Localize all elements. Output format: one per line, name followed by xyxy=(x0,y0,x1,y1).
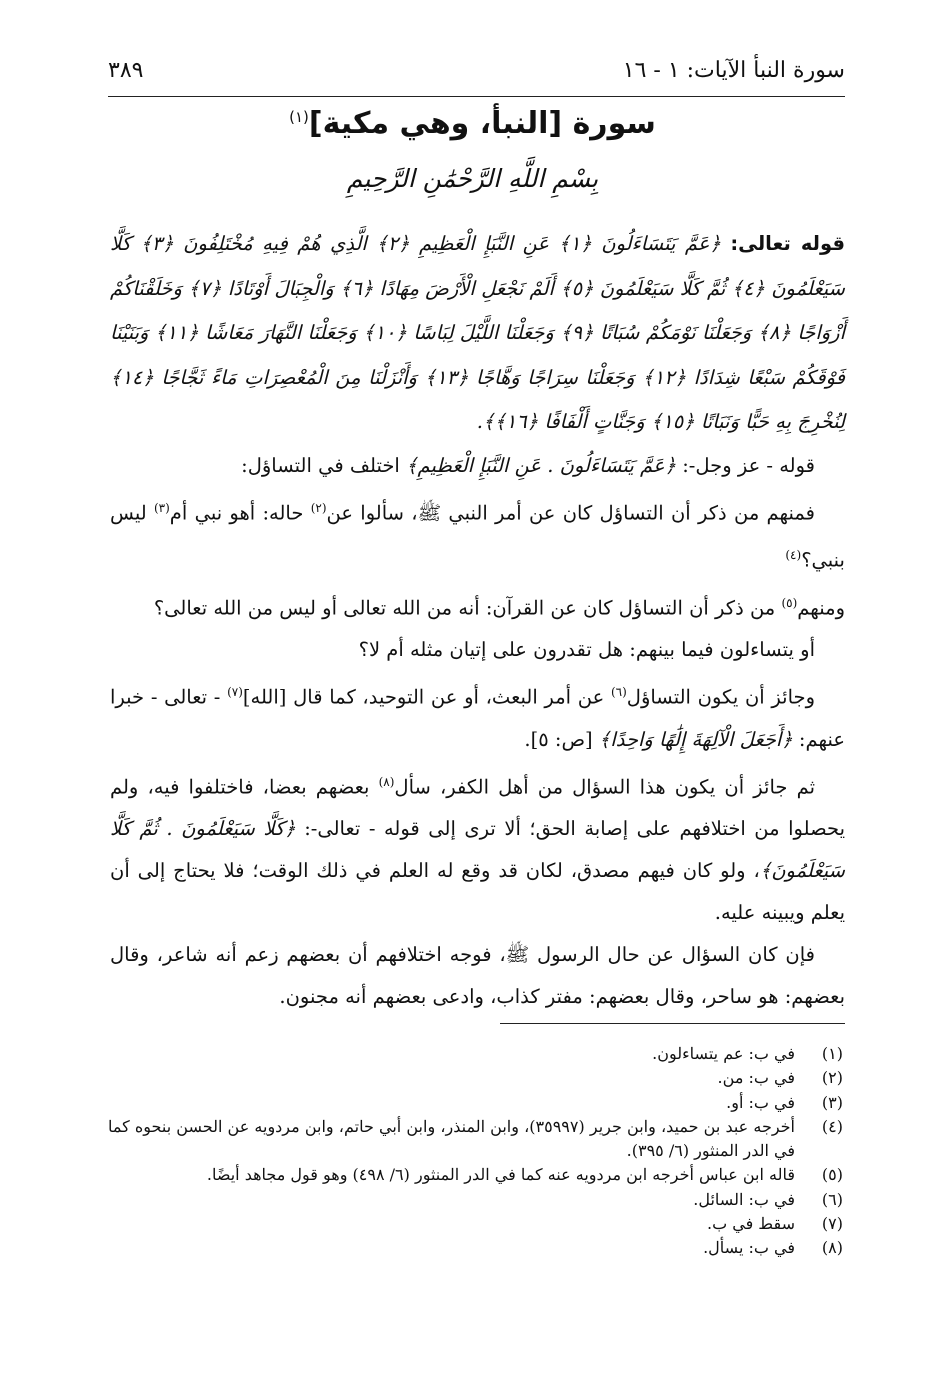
paragraph-1 xyxy=(110,445,845,487)
paragraph-text: ثم جائز أن يكون هذا السؤال من أهل الكفر، سأل xyxy=(394,775,815,798)
footnote-ref: (٣) xyxy=(153,500,170,515)
footnote-item xyxy=(108,1066,843,1090)
footnote-number: (٥) xyxy=(821,1165,843,1185)
paragraph-text: أو يتساءلون فيما بينهم: هل تقدرون على إتيان مثله أم لا؟ xyxy=(358,638,815,661)
basmala: بِسْمِ اللَّهِ الرَّحْمَٰنِ الرَّحِيمِ xyxy=(346,164,599,193)
paragraph-7 xyxy=(110,934,845,1018)
footnote-ref: (٦) xyxy=(610,685,627,699)
footnote-text: قاله ابن عباس أخرجه ابن مردويه عنه كما في الدر المنثور (٦/ ٤٩٨) وهو قول مجاهد أيضًا. xyxy=(206,1165,795,1185)
running-title: سورة النبأ الآيات: ١ - ١٦ xyxy=(622,58,845,83)
paragraph-text: بعضهم بعضا، فاختلفوا فيه، ولم يحصلوا من اختلافهم على إصابة الحق؛ ألا ترى إلى قوله - تعالى-: xyxy=(110,775,845,840)
footnote-text: في ب: السائل. xyxy=(693,1189,795,1209)
footnote-number: (٦) xyxy=(821,1189,843,1209)
footnote-number: (٢) xyxy=(821,1068,843,1088)
footnote-number: (٨) xyxy=(821,1238,843,1258)
verse-block-text: ﴿عَمَّ يَتَسَاءَلُونَ ﴿١﴾ عَنِ النَّبَإِ الْعَظِيمِ ﴿٢﴾ الَّذِي هُمْ فِيهِ مُخْتَلِفُونَ ﴿٣﴾ كَلَّا سَيَعْلَمُونَ ﴿٤﴾ ثُمَّ كَلَّا سَيَعْلَمُونَ ﴿٥﴾ أَلَمْ نَجْعَلِ الْأَرْضَ مِهَادًا ﴿٦﴾ وَالْجِبَالَ أَوْتَادًا ﴿٧﴾ وَخَلَقْنَاكُمْ أَزْوَاجًا ﴿٨﴾ وَجَعَلْنَا نَوْمَكُمْ سُبَاتًا ﴿٩﴾ وَجَعَلْنَا اللَّيْلَ لِبَاسًا ﴿١٠﴾ وَجَعَلْنَا النَّهَارَ مَعَاشًا ﴿١١﴾ وَبَنَيْنَا فَوْقَكُمْ سَبْعًا شِدَادًا ﴿١٢﴾ وَجَعَلْنَا سِرَاجًا وَهَّاجًا ﴿١٣﴾ وَأَنْزَلْنَا مِنَ الْمُعْصِرَاتِ مَاءً ثَجَّاجًا ﴿١٤﴾ لِنُخْرِجَ بِهِ حَبًّا وَنَبَاتًا ﴿١٥﴾ وَجَنَّاتٍ أَلْفَافًا ﴿١٦﴾﴾. xyxy=(110,232,846,433)
paragraph-text: عن أمر البعث، أو عن التوحيد، كما قال [الله] xyxy=(242,685,611,709)
paragraph-text: من ذكر أن التساؤل كان عن القرآن: أنه من الله تعالى أو ليس من الله تعالى؟ xyxy=(153,596,782,619)
footnotes xyxy=(108,1042,843,1261)
footnote-item xyxy=(108,1091,843,1115)
paragraph-text: قوله - عز وجل-: xyxy=(676,453,815,477)
paragraph-text: فمنهم من ذكر أن التساؤل كان عن أمر النبي ﷺ، سألوا عن xyxy=(326,501,815,524)
verse-block-label: قوله تعالى: xyxy=(730,232,845,255)
quran-quote: ﴿كَلَّا سَيَعْلَمُونَ . ثُمَّ كَلَّا سَيَعْلَمُونَ﴾ xyxy=(110,817,845,882)
surah-title-footnote-ref: (١) xyxy=(289,108,309,126)
paragraph-2 xyxy=(110,487,845,582)
footnote-number: (٣) xyxy=(821,1092,843,1112)
paragraph-text: ، ولو كان فيهم مصدق، لكان قد وقع له العلم في ذلك الوقت؛ فلا يحتاج إلى أن يعلم ويبينه عليه. xyxy=(110,859,845,924)
footnote-separator xyxy=(500,1023,845,1024)
footnote-item xyxy=(108,1188,843,1212)
paragraph-text: ليس بنبي؟ xyxy=(110,501,845,572)
footnote-text: في ب: عم يتساءلون. xyxy=(652,1044,795,1063)
verse-block xyxy=(110,222,845,445)
surah-title xyxy=(0,106,945,141)
paragraph-5 xyxy=(110,671,845,761)
footnote-item xyxy=(108,1042,843,1066)
paragraph-text: - تعالى - خبرا عنهم: xyxy=(110,685,845,751)
paragraph-6 xyxy=(110,761,845,935)
quran-quote: ﴿أَجَعَلَ الْآلِهَةَ إِلَٰهًا وَاحِدًا﴾ xyxy=(598,727,793,751)
footnote-text: سقط في ب. xyxy=(707,1214,795,1234)
footnote-number: (٤) xyxy=(821,1116,843,1136)
footnote-ref: (٤) xyxy=(785,548,802,562)
paragraph-3 xyxy=(110,582,845,630)
footnote-text: في ب: من. xyxy=(717,1068,795,1088)
quran-quote: ﴿عَمَّ يَتَسَاءَلُونَ . عَنِ النَّبَإِ الْعَظِيمِ﴾ xyxy=(406,453,677,477)
paragraph-text: اختلف في التساؤل: xyxy=(241,453,407,477)
footnote-ref: (٢) xyxy=(310,500,327,515)
footnote-item xyxy=(108,1236,843,1260)
surah-title-text: سورة [النبأ، وهي مكية] xyxy=(308,106,656,141)
main-text xyxy=(110,222,845,1018)
paragraph-4 xyxy=(110,629,845,671)
footnote-ref: (٧) xyxy=(227,685,243,699)
footnote-item xyxy=(108,1163,843,1187)
footnote-number: (١) xyxy=(821,1044,843,1063)
paragraph-text: [ص: ٥]. xyxy=(524,727,599,751)
running-header xyxy=(108,56,845,97)
paragraph-text: فإن كان السؤال عن حال الرسول ﷺ، فوجه اختلافهم أن بعضهم زعم أنه شاعر، وقال بعضهم: هو ساحر، وقال بعضهم: مفتر كذاب، وادعى بعضهم أنه مجنون. xyxy=(110,943,845,1008)
paragraph-text: حاله: أهو نبي أم xyxy=(169,501,311,524)
footnote-item xyxy=(108,1115,843,1164)
footnote-text: في ب: أو. xyxy=(726,1092,795,1112)
footnote-text: في ب: يسأل. xyxy=(703,1238,795,1258)
footnote-text: أخرجه عبد بن حميد، وابن جرير (٣٥٩٩٧)، وابن المنذر، وابن أبي حاتم، وابن مردويه عن الحسن بنحوه كما في الدر المنثور (٦/ ٣٩٥). xyxy=(108,1116,795,1161)
footnote-ref: (٨) xyxy=(378,774,395,789)
footnote-number: (٧) xyxy=(821,1214,843,1234)
paragraph-text: وجائز أن يكون التساؤل xyxy=(626,685,815,709)
page-number: ٣٨٩ xyxy=(108,58,144,83)
footnote-item xyxy=(108,1212,843,1236)
paragraph-text: ومنهم xyxy=(797,596,845,619)
footnote-ref: (٥) xyxy=(781,595,798,610)
